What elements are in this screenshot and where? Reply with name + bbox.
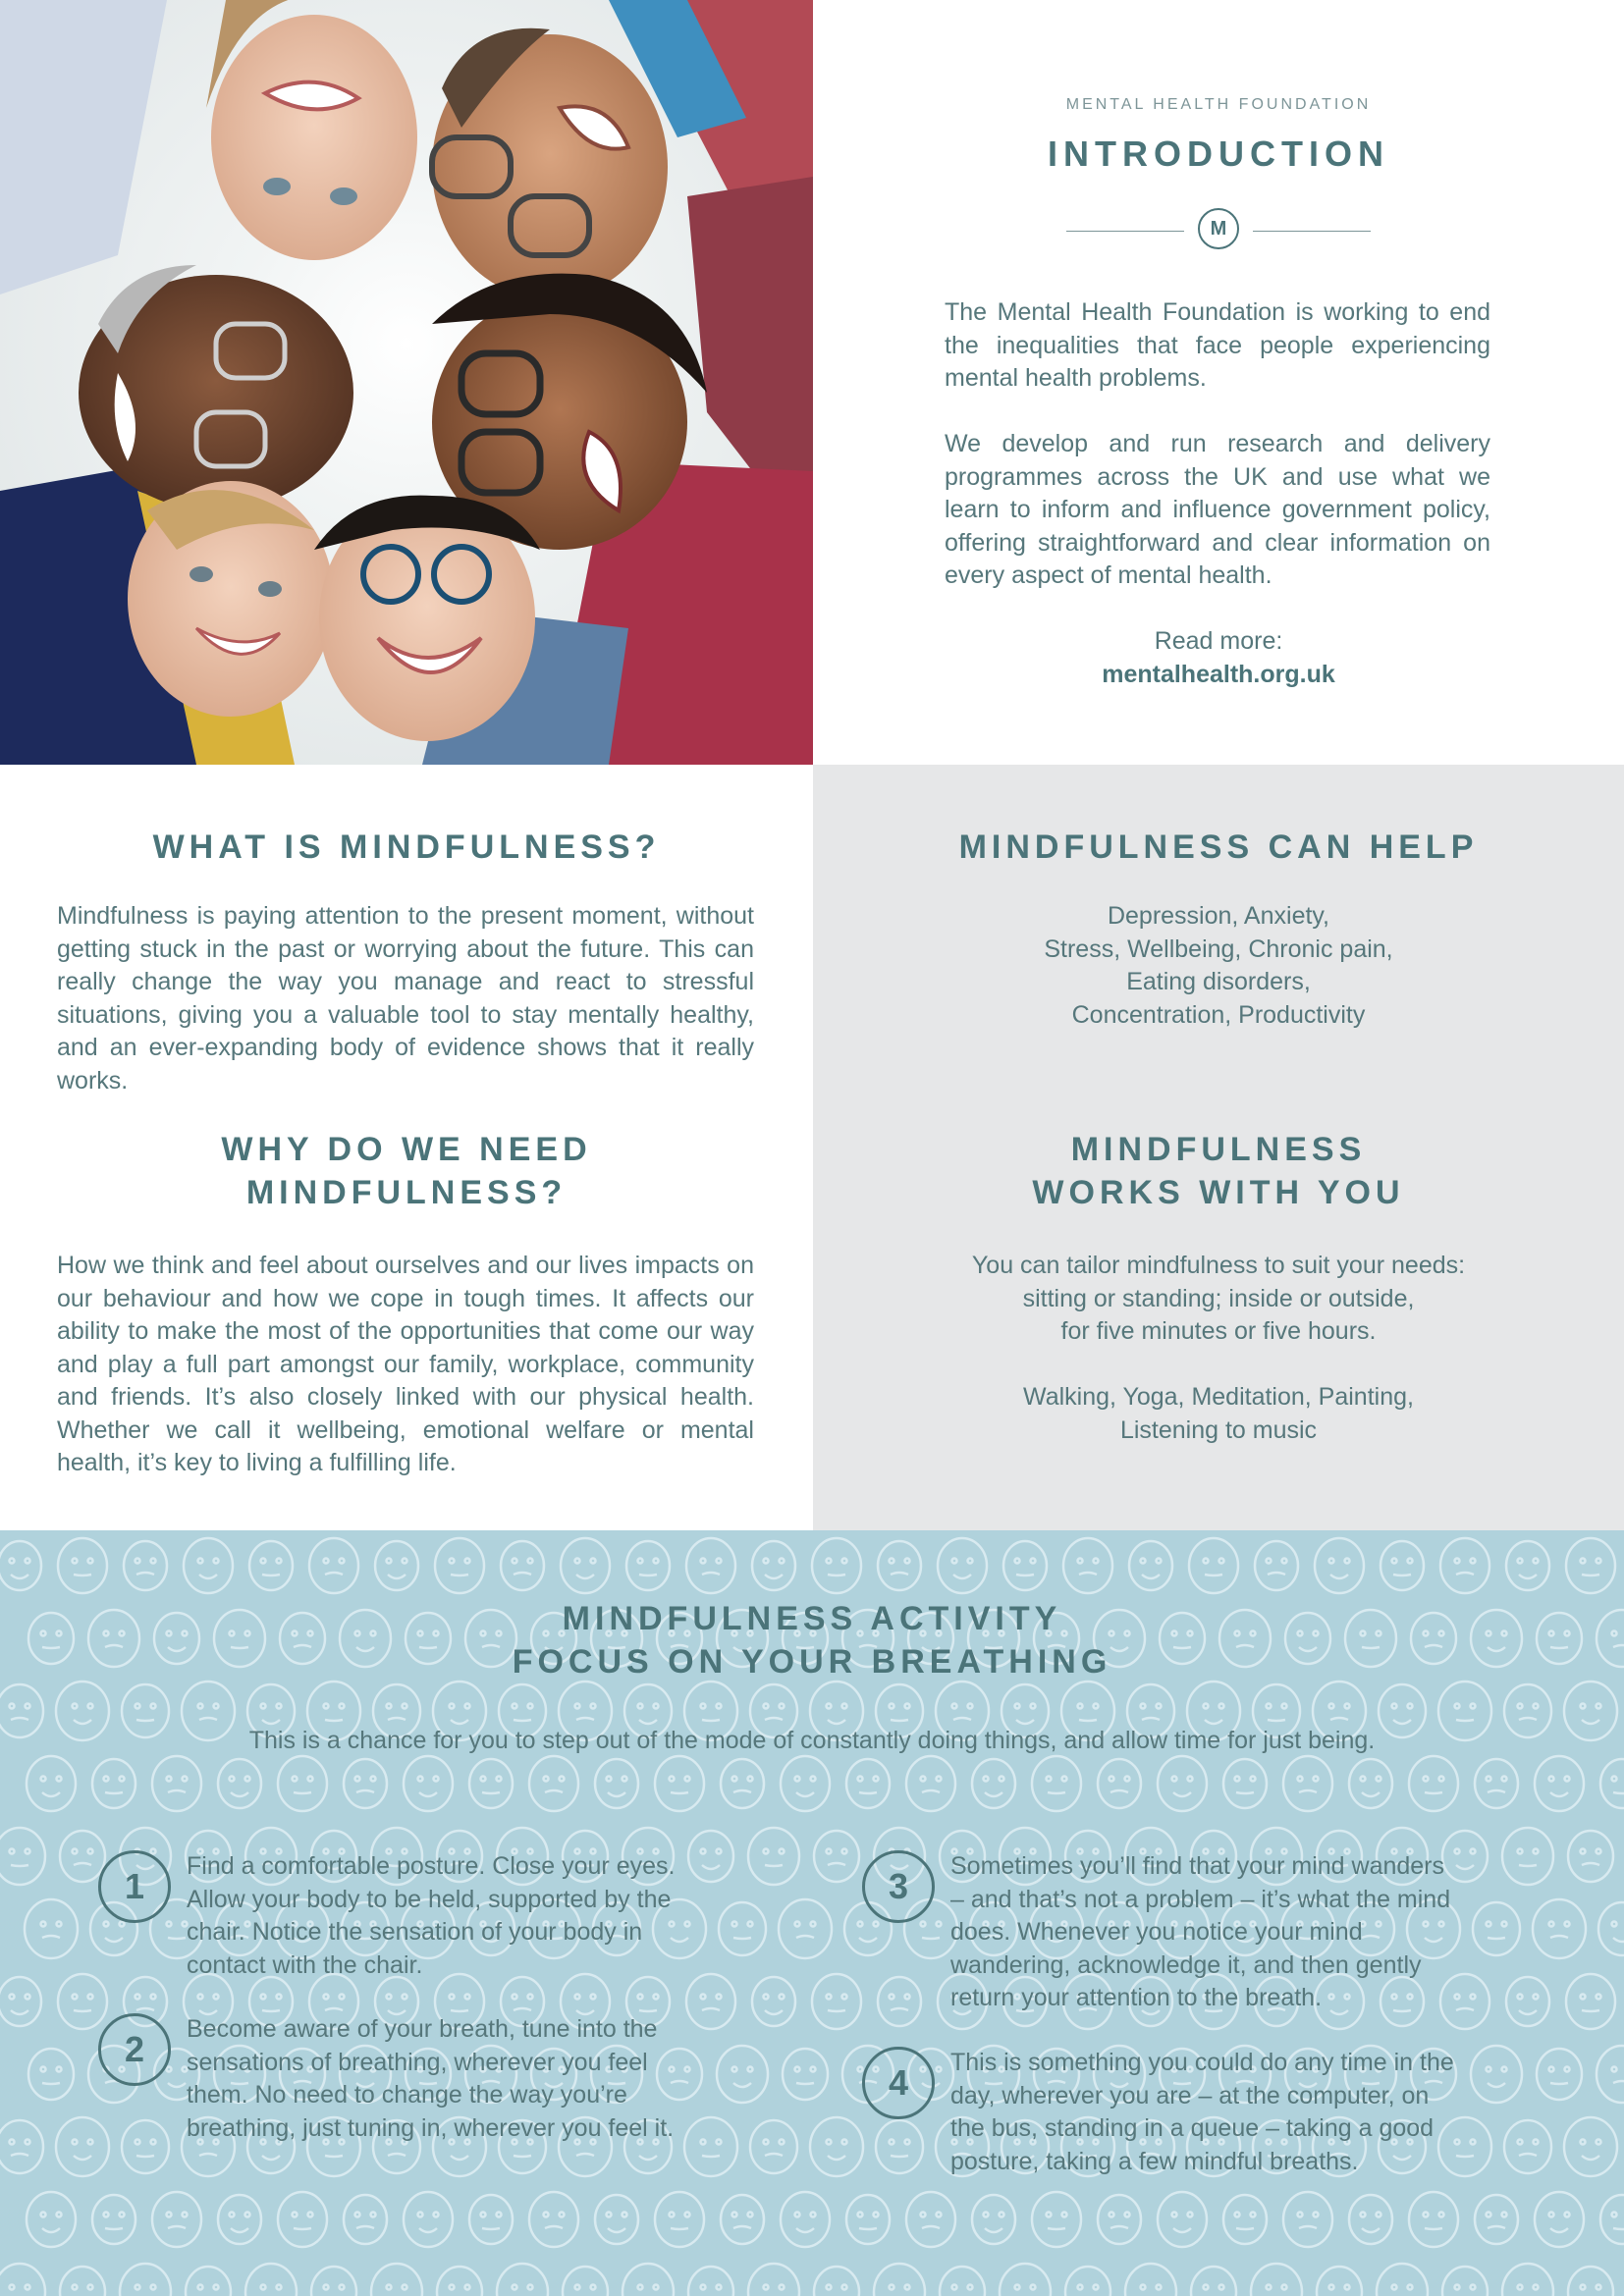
activities-line: Walking, Yoga, Meditation, Painting, [1023,1383,1414,1411]
activity-heading-line-2: FOCUS ON YOUR BREATHING [512,1643,1112,1681]
doodle-face-icon [1506,1977,1549,2026]
activity-heading [0,1597,1624,1683]
doodle-face-icon [595,2195,638,2244]
doodle-face-icon [497,2264,548,2296]
doodle-face-icon [1409,1756,1458,1811]
doodle-face-icon [469,1759,513,1808]
doodle-face-icon [375,1541,418,1590]
doodle-face-icon [1223,2195,1267,2244]
doodle-face-icon [1317,2267,1362,2296]
mindfulness-can-help-heading: MINDFULNESS CAN HELP [958,828,1479,866]
doodle-face-icon [245,2264,297,2296]
doodle-face-icon [1063,1538,1112,1593]
doodle-face-icon [721,2195,764,2244]
doodle-face-icon [1223,1759,1267,1808]
conditions-list [813,900,1624,1032]
doodle-face-icon [0,1977,41,2026]
doodle-face-icon [501,1541,544,1590]
doodle-face-icon [1598,1902,1624,1955]
doodle-face-icon [1032,2192,1081,2247]
faces-illustration [0,0,813,765]
introduction-panel [813,0,1624,765]
doodle-face-icon [688,2267,733,2296]
step-number-badge: 3 [862,1850,935,1923]
doodle-face-icon [309,1538,358,1593]
doodle-face-icon [878,1541,921,1590]
conditions-line: Eating disorders, [1126,968,1311,995]
doodle-face-icon [371,2264,422,2296]
doodle-face-icon [1535,2192,1584,2247]
doodle-face-icon [60,1831,105,1882]
monogram-letter: M [1210,218,1227,240]
doodle-face-icon [721,1759,764,1808]
doodle-face-icon [1442,2267,1488,2296]
doodle-face-icon [1189,1538,1238,1593]
doodle-face-icon [1475,2195,1518,2244]
doodle-face-icon [561,1538,610,1593]
doodle-face-icon [1502,2264,1553,2296]
doodle-face-icon [152,2192,201,2247]
group-photo [0,0,813,765]
doodle-face-icon [717,2046,768,2103]
doodle-face-icon [1380,1541,1424,1590]
doodle-face-icon [814,1831,859,1882]
step-number-badge: 4 [862,2047,935,2119]
works-with-you-heading [813,1128,1624,1214]
doodle-face-icon [25,1899,78,1958]
face-left [79,265,353,510]
doodle-face-icon [1566,1974,1615,2029]
why-heading-line-2: MINDFULNESS? [245,1174,568,1211]
doodle-face-icon [1000,2264,1051,2296]
doodle-face-icon [58,1538,107,1593]
doodle-face-icon [1003,1541,1047,1590]
doodle-face-icon [623,2264,674,2296]
tailor-line: You can tailor mindfulness to suit your needs: [971,1252,1466,1279]
doodle-face-icon [122,2120,169,2173]
step-number-badge: 1 [98,1850,171,1923]
doodle-face-icon [1473,1902,1520,1955]
doodle-face-icon [0,1828,45,1885]
step-text: Become aware of your breath, tune into the sensations of breathing, wherever you feel them. No need to change the way you’re breathing, just tuning in, wherever you feel it. [187,2015,675,2142]
doodle-face-icon [810,2117,863,2176]
doodle-face-icon [1600,1759,1624,1808]
works-heading-line-1: MINDFULNESS [1070,1131,1367,1168]
doodle-face-icon [1504,2120,1551,2173]
introduction-heading: INTRODUCTION [1048,133,1389,174]
doodle-face-icon [218,2195,261,2244]
conditions-line: Stress, Wellbeing, Chronic pain, [1044,934,1393,963]
doodle-face-icon [779,1899,832,1958]
doodle-face-icon [120,2264,171,2296]
activities-list [813,1381,1624,1447]
monogram-divider [1066,208,1371,253]
doodle-face-icon [1098,2195,1141,2244]
doodle-face-icon [626,1541,670,1590]
face-bottom-left [128,481,334,717]
read-more-block [813,624,1624,691]
doodle-face-icon [1065,2267,1110,2296]
doodle-face-icon [404,2192,453,2247]
doodle-face-icon [1537,2049,1582,2100]
doodle-face-icon [906,2192,955,2247]
divider-line-right [1253,231,1371,232]
doodle-face-icon [1535,1756,1584,1811]
doodle-face-icon [1506,1541,1549,1590]
doodle-face-icon [972,2195,1015,2244]
doodle-face-icon [972,1759,1015,1808]
doodle-face-icon [124,1541,167,1590]
doodle-face-icon [1251,2264,1302,2296]
doodle-face-icon [686,1538,735,1593]
mindfulness-explainer [0,765,813,1530]
foundation-kicker: MENTAL HEALTH FOUNDATION [1065,96,1372,113]
doodle-face-icon [1349,1759,1392,1808]
doodle-face-icon [1475,1759,1518,1808]
doodle-face-icon [1098,1759,1141,1808]
doodle-face-icon [152,1756,201,1811]
tailor-line: sitting or standing; inside or outside, [1022,1284,1415,1312]
doodle-face-icon [781,2192,830,2247]
doodle-face-icon [719,1902,766,1955]
doodle-face-icon [218,1759,261,1808]
doodle-face-icon [437,2267,482,2296]
doodle-face-icon [404,1756,453,1811]
doodle-face-icon [752,1541,795,1590]
doodle-face-icon [938,1538,987,1593]
what-is-mindfulness-heading: WHAT IS MINDFULNESS? [152,828,661,866]
doodle-face-icon [60,2267,105,2296]
doodle-face-icon [529,2192,578,2247]
why-mindfulness-heading [0,1128,813,1214]
doodle-face-icon [1502,1828,1553,1885]
doodle-face-icon [1377,2264,1428,2296]
doodle-face-icon [1597,2046,1624,2103]
doodle-face-icon [469,2195,513,2244]
doodle-face-icon [529,1756,578,1811]
activities-line: Listening to music [1119,1415,1318,1444]
conditions-line: Depression, Anxiety, [1107,902,1330,930]
doodle-face-icon [1471,2046,1522,2103]
face-top-left [206,0,417,260]
doodle-face-icon [184,1538,233,1593]
doodle-face-icon [748,1828,799,1885]
doodle-face-icon [783,2049,828,2100]
doodle-face-icon [28,2049,74,2100]
doodle-face-icon [1191,2267,1236,2296]
doodle-face-icon [92,2195,135,2244]
step-text: This is something you could do any time in the day, wherever you are – at the computer, on the bus, standing in a queue – taking a good posture, taking a few mindful breaths. [950,2049,1454,2175]
doodle-face-icon [0,2120,43,2173]
doodle-face-icon [435,1538,484,1593]
read-more-label: Read more: [1154,627,1283,655]
doodle-face-icon [1566,1538,1615,1593]
doodle-face-icon [27,1756,76,1811]
doodle-face-icon [906,1756,955,1811]
doodle-face-icon [781,1756,830,1811]
doodle-face-icon [940,2267,985,2296]
doodle-face-icon [595,1759,638,1808]
doodle-face-icon [1564,2117,1617,2176]
doodle-face-icon [58,1974,107,2029]
doodle-face-icon [0,2264,45,2296]
why-mindfulness-body: How we think and feel about ourselves and our lives impacts on our behaviour and how we cope in tough times. It affects our ability to make the most of the opportunities that come our way and play a full part amongst our family, workplace, community and friends. It’s also closely linked with our physical health. Whether we call it wellbeing, emotional welfare or mental health, it’s key to living a fulfilling life. [57,1252,754,1476]
doodle-face-icon [814,2267,859,2296]
step-number-badge: 2 [98,2013,171,2086]
doodle-face-icon [874,2264,925,2296]
divider-line-left [1066,231,1184,232]
doodle-face-icon [812,1538,861,1593]
doodle-face-icon [655,1756,704,1811]
doodle-face-icon [1125,2264,1176,2296]
activity-heading-line-1: MINDFULNESS ACTIVITY [562,1600,1062,1637]
doodle-face-icon [750,2120,797,2173]
mindfulness-benefits [813,765,1624,1530]
doodle-face-icon [1283,1756,1332,1811]
doodle-face-icon [278,1756,327,1811]
doodle-face-icon [344,2195,387,2244]
activity-intro: This is a chance for you to step out of the mode of constantly doing things, and allow time for just being. [248,1727,1376,1754]
doodle-face-icon [1315,1538,1364,1593]
why-heading-line-1: WHY DO WE NEED [221,1131,592,1168]
doodle-face-icon [92,1759,135,1808]
conditions-line: Concentration, Productivity [1071,1000,1366,1029]
doodle-face-icon [1032,1756,1081,1811]
doodle-face-icon [1568,2267,1613,2296]
website-link[interactable]: mentalhealth.org.uk [1102,661,1335,688]
doodle-face-icon [1158,1756,1207,1811]
doodle-face-icon [1533,1899,1586,1958]
what-is-mindfulness-body: Mindfulness is paying attention to the present moment, without getting stuck in the past or worrying about the future. This can really change the way you manage and react to stressful situations, giving you a valuable tool to stay mentally healthy, and an ever-expanding body of evidence shows that it really works. [57,902,754,1095]
doodle-face-icon [311,2267,356,2296]
doodle-face-icon [878,1977,921,2026]
intro-paragraph-1: The Mental Health Foundation is working to end the inequalities that face people experiencing mental health problems. [945,298,1490,392]
doodle-face-icon [812,1974,861,2029]
doodle-face-icon [1158,2192,1207,2247]
step-text: Sometimes you’ll find that your mind wanders – and that’s not a problem – it’s what the mind does. Whenever you notice your mind wandering, acknowledge it, and then gently return your attention to the breath. [950,1852,1451,2011]
doodle-face-icon [563,2267,608,2296]
doodle-face-icon [1600,2195,1624,2244]
doodle-face-icon [748,2264,799,2296]
doodle-face-icon [56,2117,109,2176]
doodle-face-icon [278,2192,327,2247]
doodle-face-icon [876,2120,923,2173]
face-top-right [432,28,668,299]
doodle-face-icon [1349,2195,1392,2244]
doodle-face-icon [1568,1831,1613,1882]
step-text: Find a comfortable posture. Close your eyes. Allow your body to be held, supported by the chair. Notice the sensation of your body in contact with the chair. [187,1852,676,1979]
works-heading-line-2: WORKS WITH YOU [1032,1174,1405,1211]
doodle-face-icon [249,1541,293,1590]
mhf-logo-icon [1198,208,1239,249]
doodle-face-icon [655,2192,704,2247]
doodle-face-icon [846,1759,890,1808]
doodle-face-icon [1409,2192,1458,2247]
doodle-face-icon [1129,1541,1172,1590]
tailor-line: for five minutes or five hours. [1060,1317,1377,1345]
breathing-activity [0,1530,1624,2296]
doodle-face-icon [1283,2192,1332,2247]
doodle-face-icon [186,2267,231,2296]
tailor-text [813,1250,1624,1349]
doodle-face-icon [1255,1541,1298,1590]
intro-paragraph-2: We develop and run research and delivery programmes across the UK and use what we learn to inform and influence government policy, offering straightforward and clear information on every aspect of mental health. [945,430,1490,589]
doodle-face-icon [846,2195,890,2244]
doodle-face-icon [27,2192,76,2247]
doodle-face-icon [1440,1538,1489,1593]
doodle-face-icon [0,1541,41,1590]
doodle-face-icon [344,1759,387,1808]
doodle-face-icon [752,1977,795,2026]
